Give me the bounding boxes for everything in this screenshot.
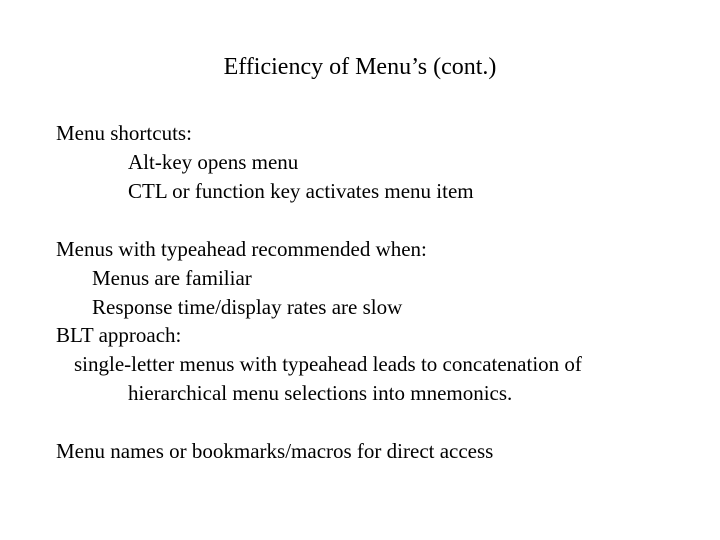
shortcut-item-alt-key: Alt-key opens menu bbox=[128, 150, 299, 174]
slide-title: Efficiency of Menu’s (cont.) bbox=[223, 54, 497, 80]
shortcut-item-ctl-key: CTL or function key activates menu item bbox=[128, 179, 474, 203]
blt-description-line-2: hierarchical menu selections into mnemonics. bbox=[128, 381, 513, 405]
blt-heading: BLT approach: bbox=[56, 323, 182, 347]
typeahead-heading: Menus with typeahead recommended when: bbox=[56, 237, 427, 261]
direct-access-note: Menu names or bookmarks/macros for direct access bbox=[56, 439, 494, 463]
typeahead-item-slow: Response time/display rates are slow bbox=[92, 295, 403, 319]
blt-description-line-1: single-letter menus with typeahead leads to concatenation of bbox=[74, 352, 582, 376]
typeahead-item-familiar: Menus are familiar bbox=[92, 266, 252, 290]
shortcuts-heading: Menu shortcuts: bbox=[56, 121, 192, 145]
